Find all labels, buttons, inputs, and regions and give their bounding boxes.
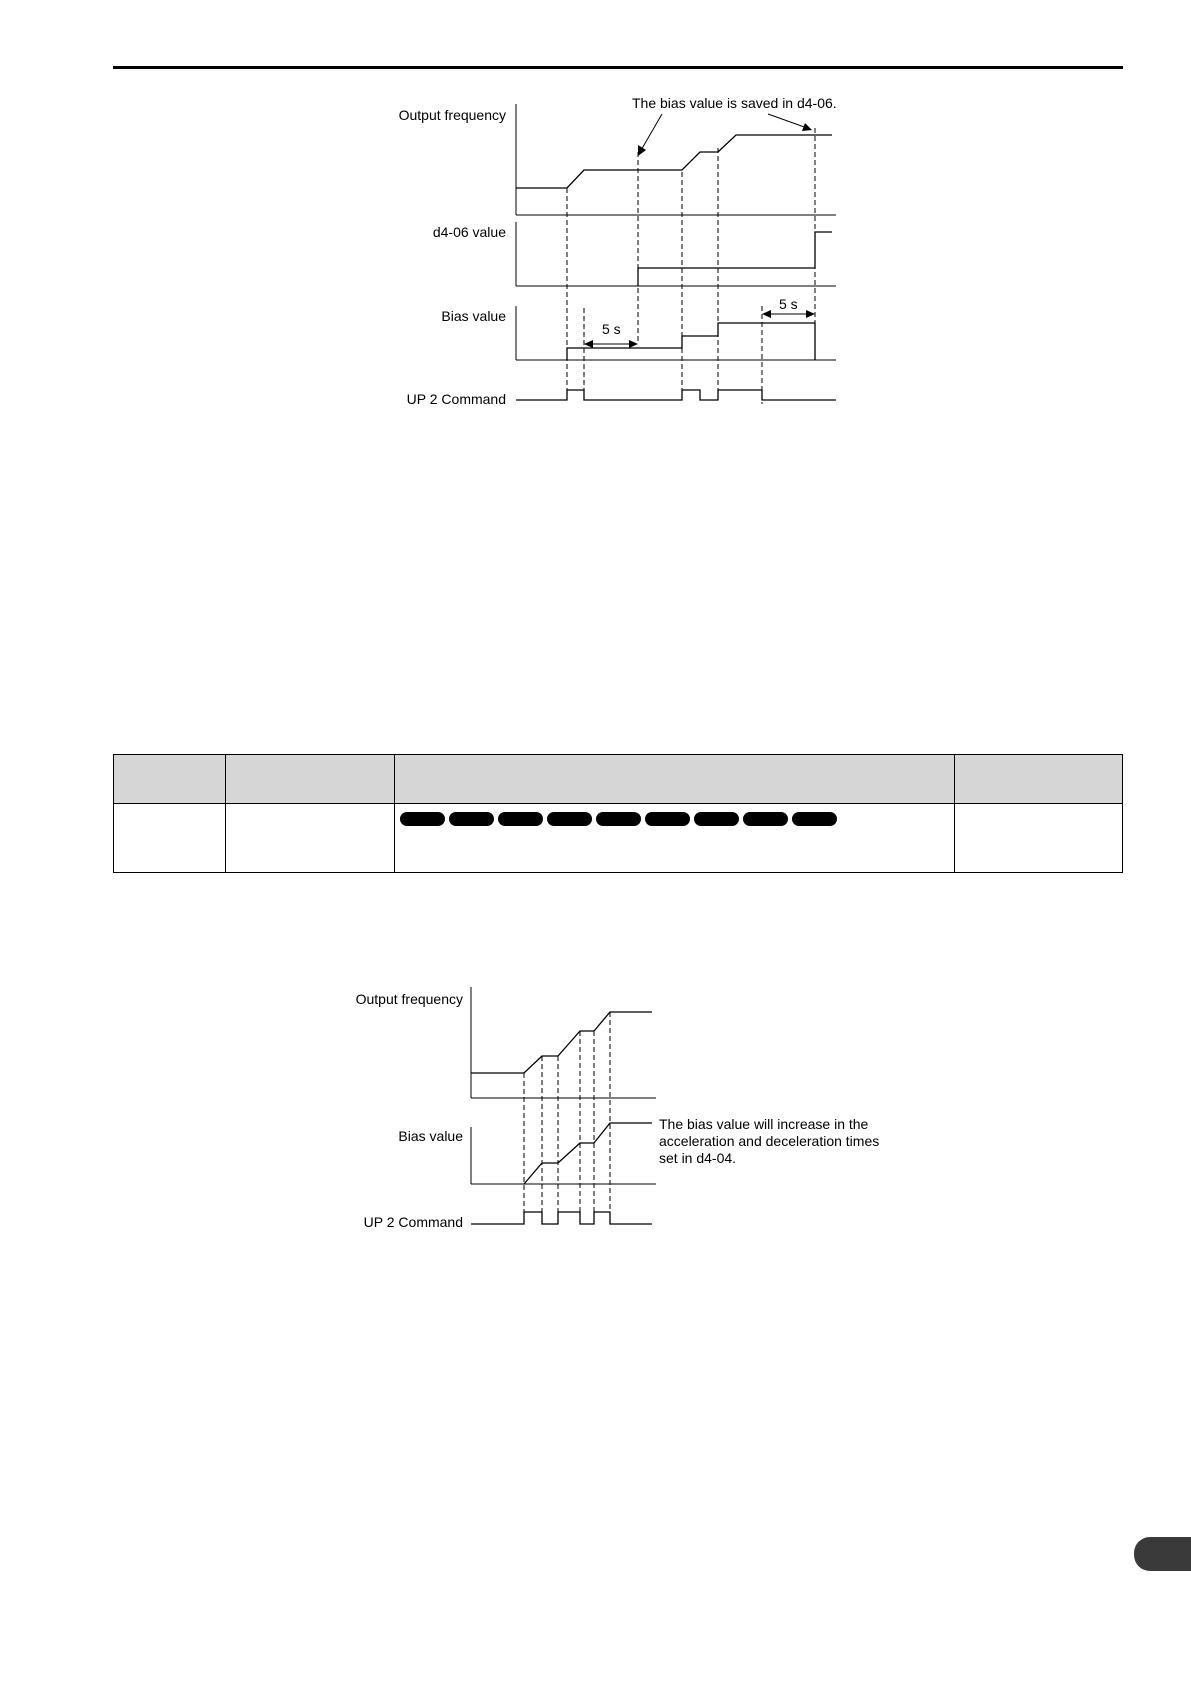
annotation-line-3: set in d4-04. (659, 1150, 737, 1166)
interval-label-2: 5 s (779, 296, 798, 312)
label-output-frequency: Output frequency (398, 107, 506, 123)
drive-model-icon (743, 812, 788, 826)
drive-model-icon (645, 812, 690, 826)
interval-label-1: 5 s (602, 321, 621, 337)
up2-command-trace-2 (471, 1212, 652, 1224)
interval-arrow-1 (584, 340, 638, 348)
table-cell (226, 804, 395, 873)
drive-model-icon (596, 812, 641, 826)
annotation-line-2: acceleration and deceleration times (659, 1133, 880, 1149)
drive-model-icon (547, 812, 592, 826)
bias-value-trace-2 (524, 1123, 652, 1184)
label-up2-command-2: UP 2 Command (363, 1214, 463, 1230)
table-header-cell (226, 755, 395, 804)
label-up2-command: UP 2 Command (406, 391, 506, 407)
table-header-cell (955, 755, 1123, 804)
parameter-table (113, 754, 1123, 873)
table-cell-models (395, 804, 955, 873)
drive-model-pills (395, 804, 954, 826)
table-header-row (114, 755, 1123, 804)
annotation-line-1: The bias value will increase in the (659, 1116, 869, 1132)
up2-command-trace (516, 390, 836, 400)
table-header-cell (114, 755, 226, 804)
label-d406-value: d4-06 value (432, 224, 506, 240)
d406-value-trace (638, 232, 832, 286)
table-header-cell (395, 755, 955, 804)
label-bias-value-2: Bias value (398, 1128, 463, 1144)
chapter-tab-badge (1134, 1537, 1191, 1571)
table-cell (955, 804, 1123, 873)
output-frequency-trace-2 (471, 1012, 652, 1073)
drive-model-icon (498, 812, 543, 826)
drive-model-icon (694, 812, 739, 826)
annotation-bias-saved: The bias value is saved in d4-06. (632, 95, 837, 111)
drive-model-icon (449, 812, 494, 826)
axes-2 (471, 987, 656, 1184)
label-output-frequency-2: Output frequency (355, 991, 463, 1007)
label-bias-value: Bias value (441, 308, 506, 324)
table-cell (114, 804, 226, 873)
timing-chart-1 (0, 0, 1191, 460)
dashed-guides-2 (524, 1012, 610, 1222)
drive-model-icon (792, 812, 837, 826)
output-frequency-trace (516, 135, 832, 188)
table-row (114, 804, 1123, 873)
axes-1 (516, 104, 836, 360)
drive-model-icon (400, 812, 445, 826)
